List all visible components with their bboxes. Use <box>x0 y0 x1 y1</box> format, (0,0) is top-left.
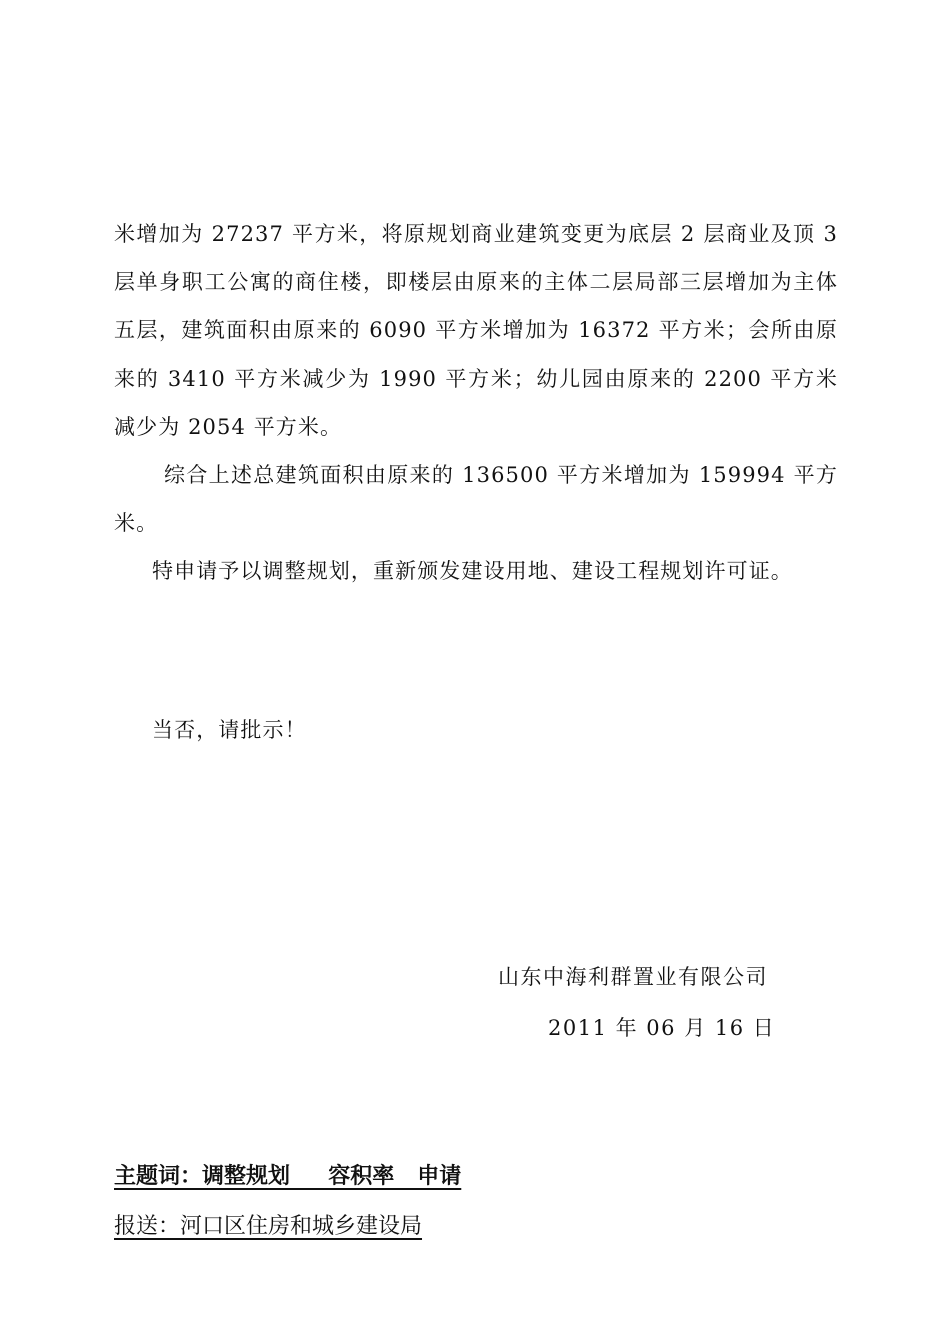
subject-keywords: 主题词：调整规划 容积率 申请 <box>114 1164 462 1189</box>
signature-date: 2011 年 06 月 16 日 <box>548 1016 776 1040</box>
paragraph-building-changes: 米增加为 27237 平方米，将原规划商业建筑变更为底层 2 层商业及顶 3 层单身职工公寓的商住楼，即楼层由原来的主体二层局部三层增加为主体五层，建筑面积由原来的 6090 平方米增加为 16372 平方米；会所由原来的 3410 平方米减少为 1990 平方米；幼儿园由原来的 2200 平方米减少为 2054 平方米。 <box>114 222 838 439</box>
send-to-line: 报送：河口区住房和城乡建设局 <box>114 1214 423 1239</box>
closing-remark: 当否，请批示！ <box>152 718 307 742</box>
document-body <box>114 210 838 596</box>
paragraph-request: 特申请予以调整规划，重新颁发建设用地、建设工程规划许可证。 <box>152 559 793 584</box>
paragraph-total-area: 综合上述总建筑面积由原来的 136500 平方米增加为 159994 平方米。 <box>114 463 838 536</box>
signature-company: 山东中海利群置业有限公司 <box>498 965 768 989</box>
